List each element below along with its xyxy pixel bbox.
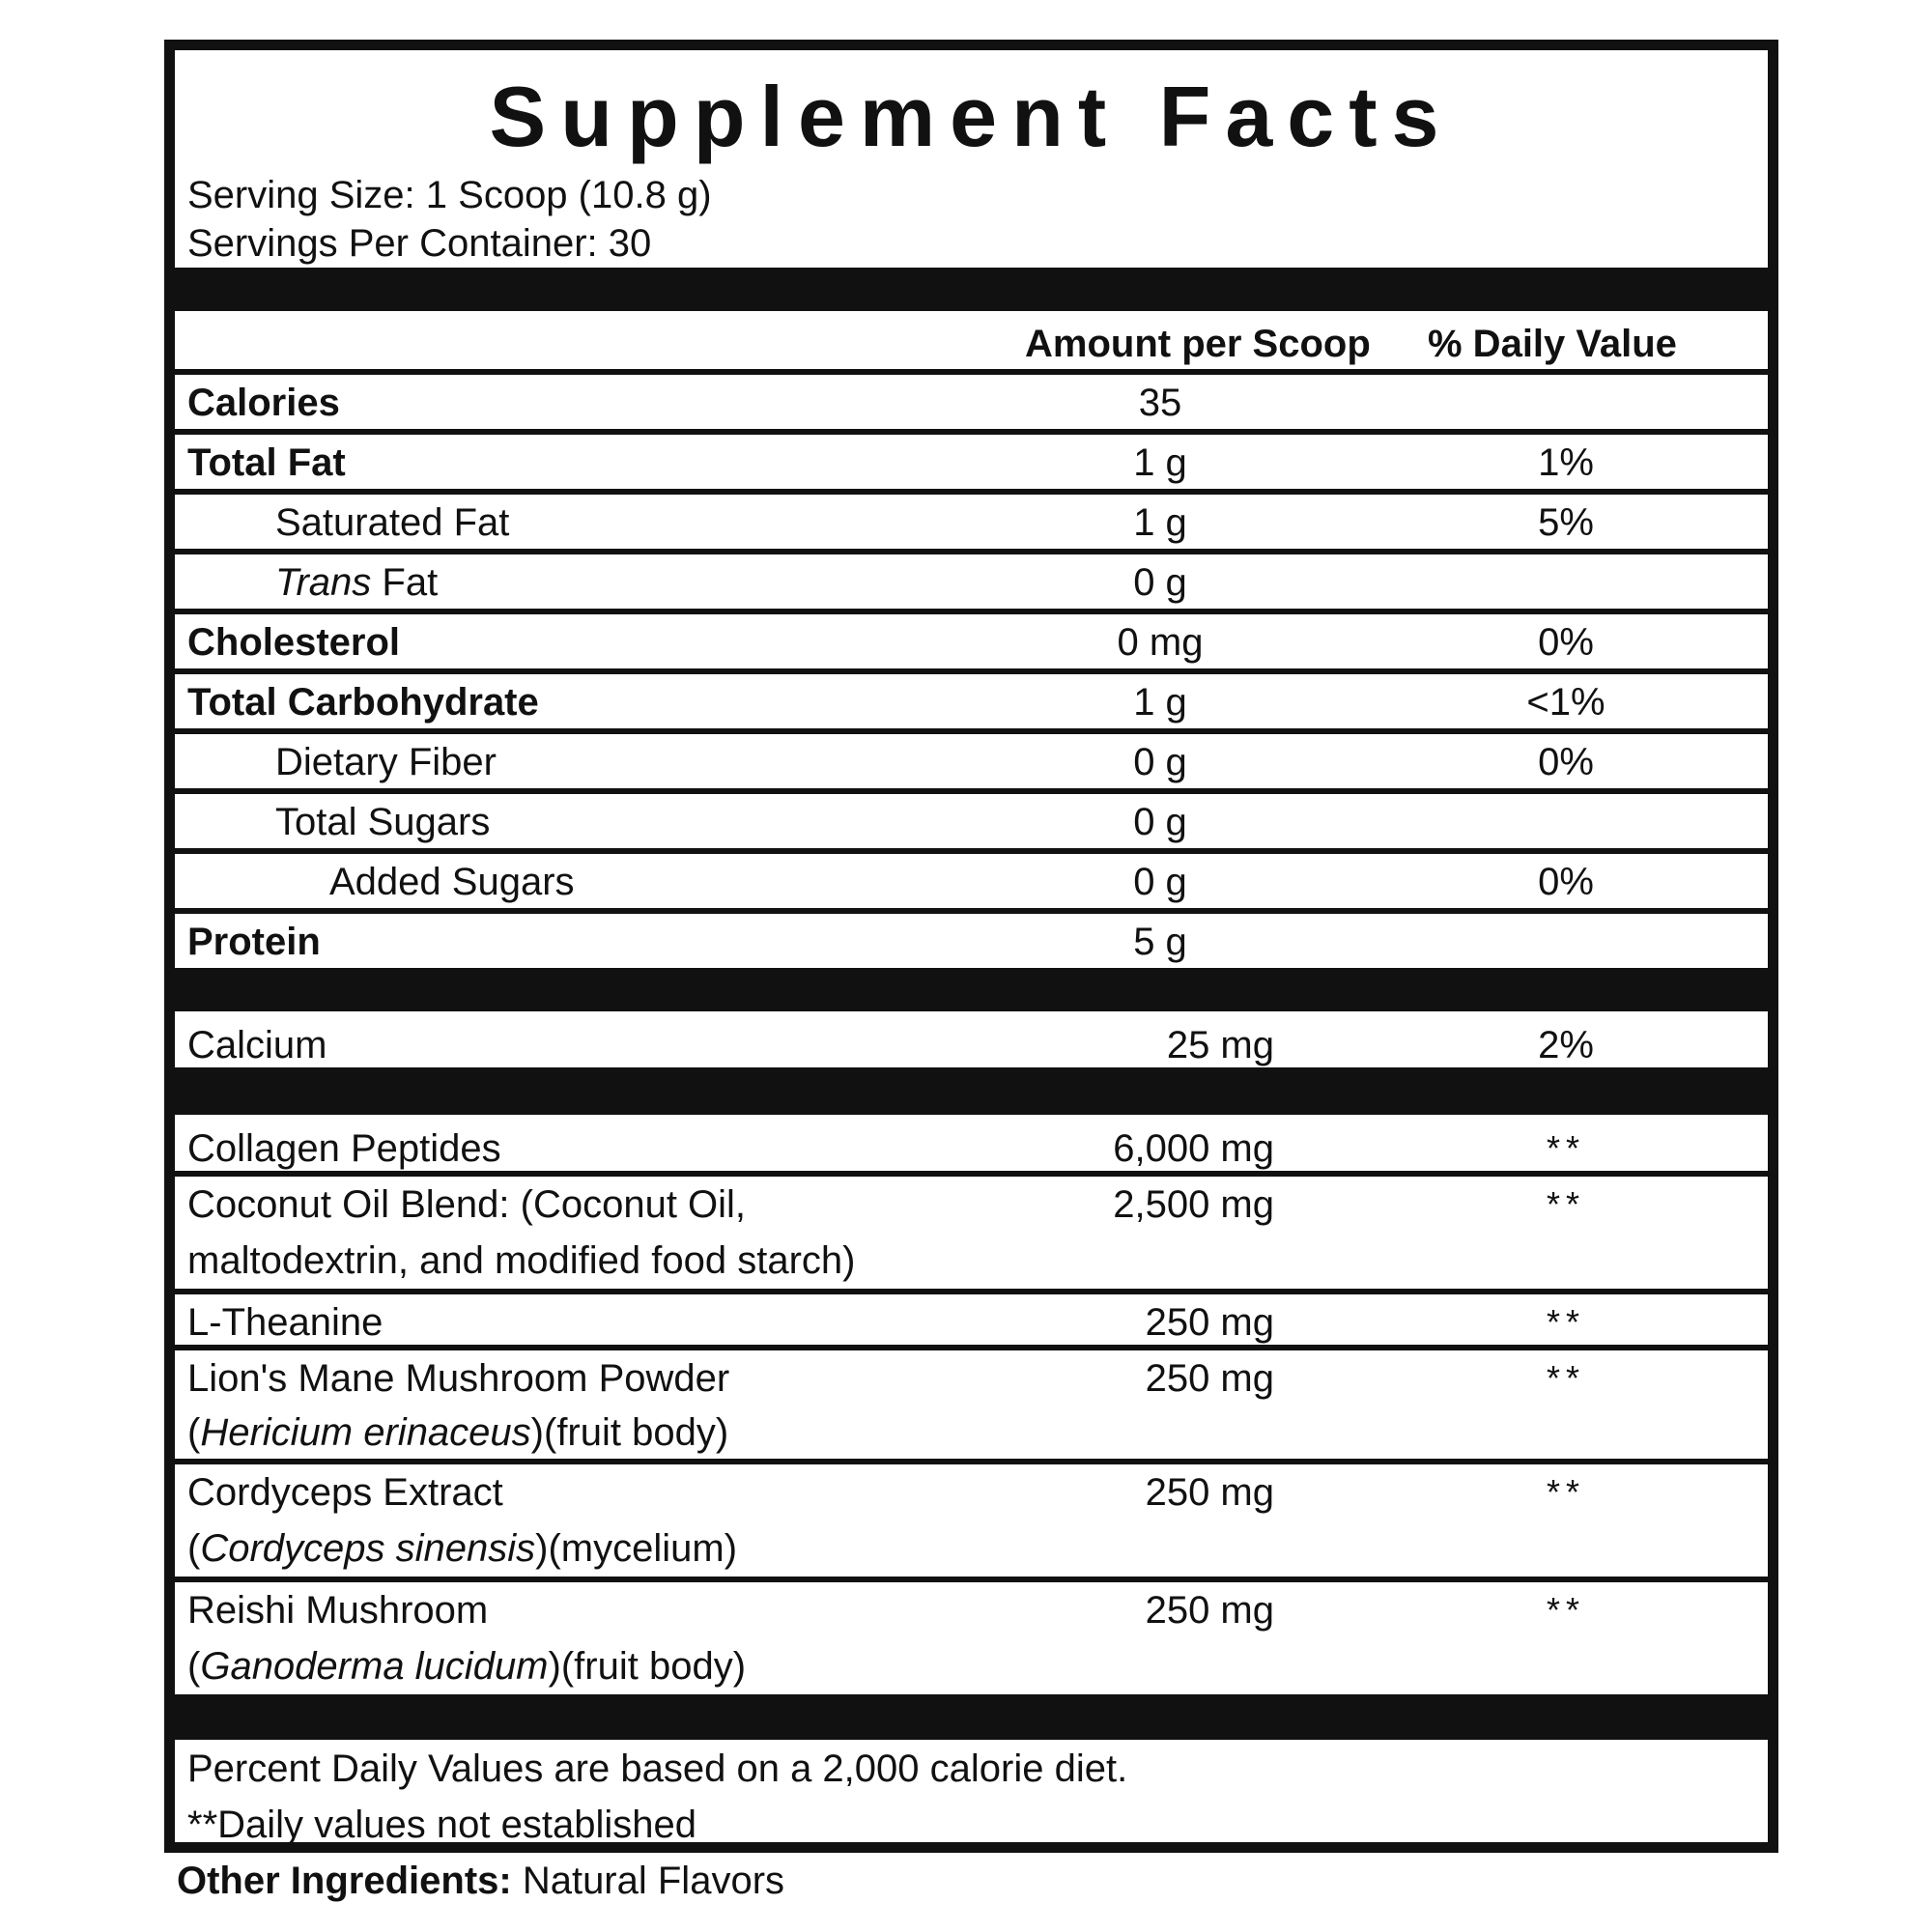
ingredient-daily-value: ** — [1546, 1128, 1586, 1168]
other-ingredients — [177, 1853, 784, 1909]
ingredient-amount: 6,000 mg — [1113, 1127, 1274, 1170]
nutrient-amount: 25 mg — [1166, 1024, 1274, 1066]
nutrient-name: Calories — [187, 382, 340, 424]
ingredient-daily-value: ** — [1546, 1184, 1586, 1224]
other-ingredients-value: Natural Flavors — [511, 1860, 785, 1902]
nutrient-row-cholesterol — [175, 614, 1768, 668]
ingredient-row-reishi — [175, 1582, 1768, 1694]
nutrient-daily-value: <1% — [1526, 681, 1605, 724]
nutrient-row-protein — [175, 914, 1768, 968]
panel-title: Supplement Facts — [489, 69, 1454, 164]
ingredient-name-detail: maltodextrin, and modified food starch) — [187, 1239, 856, 1282]
nutrient-name: Cholesterol — [187, 621, 401, 664]
nutrient-name: Trans Fat — [275, 561, 439, 604]
nutrient-name: Saturated Fat — [275, 501, 510, 544]
nutrient-name: Total Sugars — [275, 801, 491, 843]
nutrient-amount: 0 g — [1133, 801, 1187, 843]
nutrient-amount: 1 g — [1133, 501, 1187, 544]
nutrient-name: Protein — [187, 921, 321, 963]
nutrient-row-trans-fat — [175, 554, 1768, 609]
ingredient-name-detail: (Ganoderma lucidum)(fruit body) — [187, 1645, 747, 1688]
ingredient-name: Lion's Mane Mushroom Powder — [187, 1357, 730, 1400]
ingredient-name: Reishi Mushroom — [187, 1589, 489, 1632]
ingredient-amount: 250 mg — [1145, 1357, 1274, 1400]
thick-divider — [175, 268, 1768, 311]
nutrient-row-total-carbohydrate — [175, 674, 1768, 728]
other-ingredients-label: Other Ingredients: — [177, 1860, 512, 1902]
ingredient-row-coconut-oil-blend — [175, 1177, 1768, 1289]
footnote-not-established: **Daily values not established — [187, 1804, 696, 1846]
column-header-amount: Amount per Scoop — [1025, 323, 1371, 365]
nutrient-row-saturated-fat — [175, 495, 1768, 549]
servings-per-container: Servings Per Container: 30 — [187, 222, 652, 265]
nutrient-amount: 35 — [1138, 382, 1182, 424]
ingredient-amount: 250 mg — [1145, 1301, 1274, 1344]
ingredient-row-collagen — [175, 1121, 1768, 1171]
nutrient-row-total-sugars — [175, 794, 1768, 848]
serving-size: Serving Size: 1 Scoop (10.8 g) — [187, 174, 712, 216]
column-header-daily-value: % Daily Value — [1428, 323, 1677, 365]
ingredient-name: Coconut Oil Blend: (Coconut Oil, — [187, 1183, 747, 1226]
thick-divider — [175, 968, 1768, 1011]
nutrient-row-total-fat — [175, 435, 1768, 489]
ingredient-daily-value: ** — [1546, 1590, 1586, 1630]
nutrient-row-added-sugars — [175, 854, 1768, 908]
nutrient-name: Total Carbohydrate — [187, 681, 539, 724]
nutrient-name: Total Fat — [187, 441, 346, 484]
ingredient-name: Cordyceps Extract — [187, 1471, 503, 1514]
nutrient-amount: 5 g — [1133, 921, 1187, 963]
nutrient-row-dietary-fiber — [175, 734, 1768, 788]
supplement-facts-panel — [164, 40, 1778, 1853]
nutrient-name: Added Sugars — [329, 861, 575, 903]
nutrient-daily-value: 0% — [1538, 621, 1594, 664]
ingredient-amount: 2,500 mg — [1113, 1183, 1274, 1226]
nutrient-amount: 1 g — [1133, 681, 1187, 724]
nutrient-amount: 1 g — [1133, 441, 1187, 484]
nutrient-amount: 0 mg — [1117, 621, 1204, 664]
nutrient-amount: 0 g — [1133, 561, 1187, 604]
ingredient-name-detail: (Cordyceps sinensis)(mycelium) — [187, 1527, 738, 1570]
nutrient-daily-value: 1% — [1538, 441, 1594, 484]
ingredient-daily-value: ** — [1546, 1302, 1586, 1342]
nutrient-daily-value: 0% — [1538, 741, 1594, 783]
footnote-daily-values: Percent Daily Values are based on a 2,000 calorie diet. — [187, 1747, 1128, 1790]
nutrient-name: Calcium — [187, 1024, 327, 1066]
nutrient-row-calories — [175, 375, 1768, 429]
nutrient-amount: 0 g — [1133, 861, 1187, 903]
nutrient-name: Dietary Fiber — [275, 741, 497, 783]
ingredient-row-cordyceps — [175, 1464, 1768, 1577]
thick-divider — [175, 1067, 1768, 1115]
nutrient-amount: 0 g — [1133, 741, 1187, 783]
nutrient-daily-value: 2% — [1538, 1024, 1594, 1066]
thick-divider — [175, 1694, 1768, 1740]
ingredient-amount: 250 mg — [1145, 1471, 1274, 1514]
nutrient-daily-value: 0% — [1538, 861, 1594, 903]
ingredient-daily-value: ** — [1546, 1358, 1586, 1398]
ingredient-row-l-theanine — [175, 1294, 1768, 1345]
ingredient-daily-value: ** — [1546, 1472, 1586, 1512]
ingredient-name-detail: (Hericium erinaceus)(fruit body) — [187, 1411, 729, 1454]
ingredient-name: L-Theanine — [187, 1301, 384, 1344]
ingredient-amount: 250 mg — [1145, 1589, 1274, 1632]
nutrient-daily-value: 5% — [1538, 501, 1594, 544]
ingredient-row-lions-mane — [175, 1350, 1768, 1459]
mineral-row-calcium — [175, 1017, 1768, 1067]
ingredient-name: Collagen Peptides — [187, 1127, 501, 1170]
